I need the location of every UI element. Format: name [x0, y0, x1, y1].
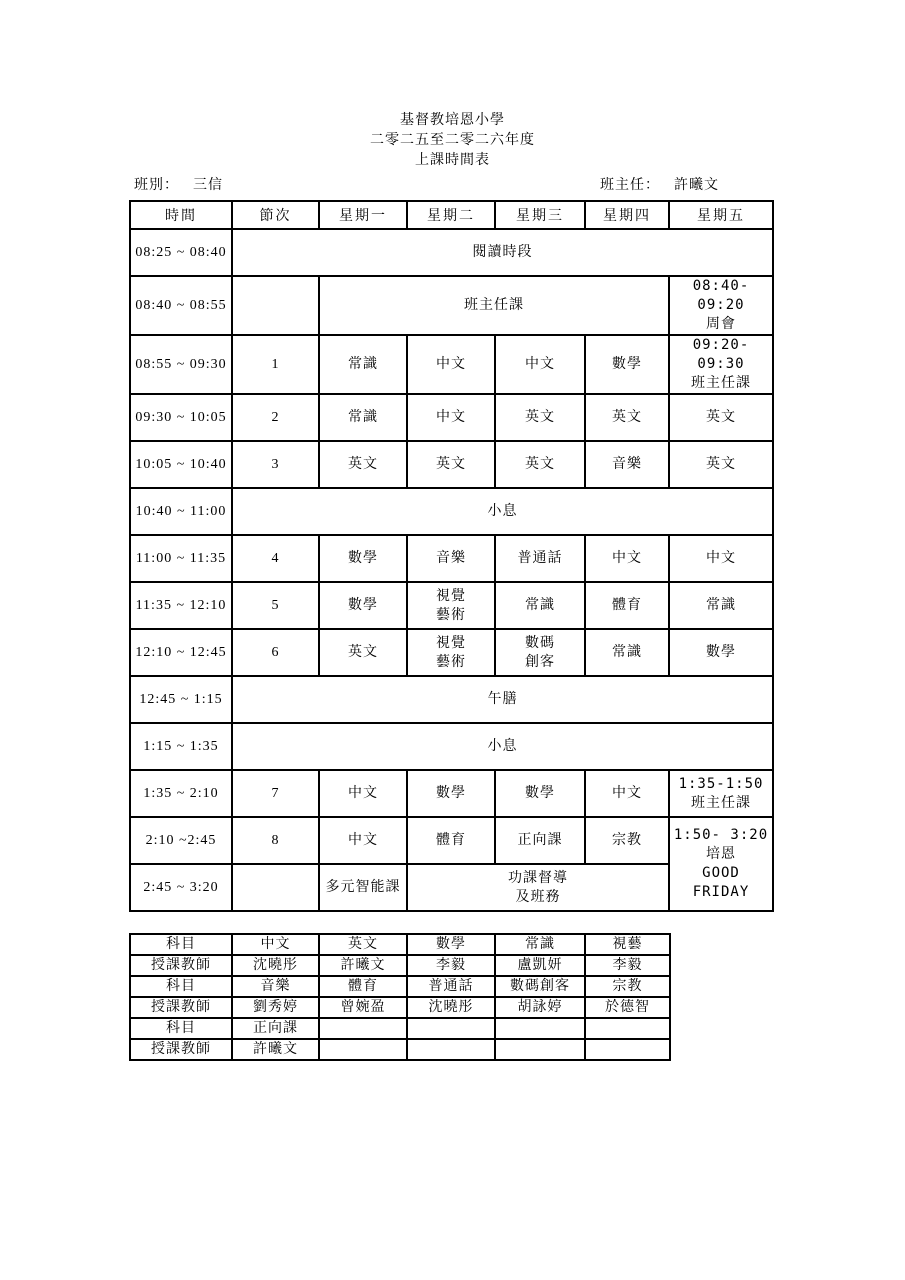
row-label: 授課教師 — [130, 955, 232, 976]
lesson-cell: 英文 — [319, 441, 407, 488]
lesson-cell — [495, 629, 585, 676]
friday-time: 1:35-1:50 — [678, 775, 764, 792]
teacher-cell: 李毅 — [407, 955, 495, 976]
lesson-cell: 中文 — [319, 770, 407, 817]
period-cell: 2 — [232, 394, 319, 441]
lesson-cell: 數學 — [407, 770, 495, 817]
time-cell: 12:45 ~ 1:15 — [130, 676, 232, 723]
time-cell: 08:40 ~ 08:55 — [130, 276, 232, 335]
subject-cell — [495, 1018, 585, 1039]
lesson-cell — [407, 582, 495, 629]
subject-cell: 中文 — [232, 934, 319, 955]
lesson-cell: 中文 — [407, 394, 495, 441]
table-row — [130, 770, 773, 817]
lesson-cell: 常識 — [495, 582, 585, 629]
friday-activity: GOOD FRIDAY — [692, 865, 750, 900]
teacher-cell — [319, 1039, 407, 1060]
time-cell: 1:15 ~ 1:35 — [130, 723, 232, 770]
table-row — [130, 723, 773, 770]
lesson-cell: 英文 — [495, 441, 585, 488]
subject-cell: 英文 — [319, 934, 407, 955]
table-row — [130, 629, 773, 676]
friday-cell — [669, 335, 773, 394]
lesson-cell: 體育 — [407, 817, 495, 864]
lesson-cell: 正向課 — [495, 817, 585, 864]
lesson-cell: 宗教 — [585, 817, 669, 864]
time-cell: 08:55 ~ 09:30 — [130, 335, 232, 394]
lesson-cell: 普通話 — [495, 535, 585, 582]
lesson-cell: 常識 — [319, 394, 407, 441]
time-cell: 10:05 ~ 10:40 — [130, 441, 232, 488]
table-row — [130, 535, 773, 582]
class-teacher-value: 許曦文 — [674, 177, 719, 193]
table-row — [130, 955, 670, 976]
table-row — [130, 441, 773, 488]
lesson-cell: 常識 — [319, 335, 407, 394]
activity-span-cell: 小息 — [232, 723, 773, 770]
activity-span-cell: 閱讀時段 — [232, 229, 773, 276]
row-label: 授課教師 — [130, 1039, 232, 1060]
subject-teacher-table — [129, 933, 671, 1061]
row-label: 授課教師 — [130, 997, 232, 1018]
teacher-cell: 許曦文 — [319, 955, 407, 976]
friday-activity: 培恩 — [706, 846, 736, 862]
lesson-cell: 常識 — [669, 582, 773, 629]
lesson-cell: 中文 — [407, 335, 495, 394]
lesson-cell: 數學 — [319, 535, 407, 582]
friday-time: 08:40-09:20 — [692, 278, 750, 313]
lesson-line: 創客 — [525, 653, 555, 670]
period-cell — [232, 276, 319, 335]
timetable-header-row — [130, 201, 773, 229]
header-cell: 星期三 — [495, 201, 585, 229]
activity-line: 功課督導 — [508, 869, 568, 886]
teacher-cell: 胡詠婷 — [495, 997, 585, 1018]
lesson-cell: 多元智能課 — [319, 864, 407, 911]
friday-cell — [669, 276, 773, 335]
table-row — [130, 676, 773, 723]
table-row — [130, 997, 670, 1018]
lesson-cell: 音樂 — [407, 535, 495, 582]
teacher-cell: 盧凱妍 — [495, 955, 585, 976]
table-row — [130, 229, 773, 276]
teacher-cell: 李毅 — [585, 955, 670, 976]
subject-cell: 音樂 — [232, 976, 319, 997]
table-row — [130, 934, 670, 955]
lesson-cell: 中文 — [495, 335, 585, 394]
subject-cell: 普通話 — [407, 976, 495, 997]
subject-cell: 正向課 — [232, 1018, 319, 1039]
time-cell: 09:30 ~ 10:05 — [130, 394, 232, 441]
subject-cell: 數學 — [407, 934, 495, 955]
table-row — [130, 976, 670, 997]
friday-activity: 班主任課 — [691, 375, 751, 391]
subject-cell: 視藝 — [585, 934, 670, 955]
subject-cell: 數碼創客 — [495, 976, 585, 997]
header-cell: 星期二 — [407, 201, 495, 229]
table-row — [130, 276, 773, 335]
lesson-cell: 英文 — [669, 394, 773, 441]
lesson-line: 視覺 — [436, 634, 466, 651]
activity-span-cell: 小息 — [232, 488, 773, 535]
teacher-cell: 許曦文 — [232, 1039, 319, 1060]
table-row — [130, 335, 773, 394]
activity-span-cell: 班主任課 — [319, 276, 669, 335]
teacher-cell: 沈曉彤 — [407, 997, 495, 1018]
friday-activity: 班主任課 — [691, 794, 751, 811]
class-value: 三信 — [193, 177, 223, 193]
subject-cell — [319, 1018, 407, 1039]
lesson-line: 視覺 — [436, 587, 466, 604]
lesson-line: 藝術 — [436, 606, 466, 623]
table-row — [130, 582, 773, 629]
lesson-cell — [407, 629, 495, 676]
class-label: 班別： — [134, 177, 179, 193]
teacher-cell: 於德智 — [585, 997, 670, 1018]
table-row — [130, 1018, 670, 1039]
lesson-cell: 音樂 — [585, 441, 669, 488]
teacher-cell — [407, 1039, 495, 1060]
header-cell: 星期五 — [669, 201, 773, 229]
period-cell: 1 — [232, 335, 319, 394]
time-cell: 2:10 ~2:45 — [130, 817, 232, 864]
document-header — [0, 110, 905, 170]
lesson-cell: 常識 — [585, 629, 669, 676]
activity-span-cell — [407, 864, 669, 911]
lesson-cell: 英文 — [669, 441, 773, 488]
subject-cell: 宗教 — [585, 976, 670, 997]
lesson-cell: 中文 — [585, 535, 669, 582]
teacher-cell — [495, 1039, 585, 1060]
teacher-cell — [585, 1039, 670, 1060]
lesson-line: 數碼 — [525, 634, 555, 651]
time-cell: 1:35 ~ 2:10 — [130, 770, 232, 817]
time-cell: 08:25 ~ 08:40 — [130, 229, 232, 276]
header-cell: 星期四 — [585, 201, 669, 229]
period-cell: 3 — [232, 441, 319, 488]
activity-span-cell: 午膳 — [232, 676, 773, 723]
table-row — [130, 488, 773, 535]
table-row — [130, 1039, 670, 1060]
header-cell: 時間 — [130, 201, 232, 229]
subject-cell — [407, 1018, 495, 1039]
time-cell: 10:40 ~ 11:00 — [130, 488, 232, 535]
teacher-cell: 沈曉彤 — [232, 955, 319, 976]
subject-cell: 體育 — [319, 976, 407, 997]
class-info — [134, 174, 223, 194]
row-label: 科目 — [130, 934, 232, 955]
lesson-cell: 英文 — [407, 441, 495, 488]
time-cell: 12:10 ~ 12:45 — [130, 629, 232, 676]
lesson-cell: 數學 — [495, 770, 585, 817]
lesson-cell: 數學 — [669, 629, 773, 676]
lesson-line: 藝術 — [436, 653, 466, 670]
lesson-cell: 英文 — [585, 394, 669, 441]
teacher-cell: 曾婉盈 — [319, 997, 407, 1018]
subject-cell: 常識 — [495, 934, 585, 955]
header-cell: 節次 — [232, 201, 319, 229]
lesson-cell: 數學 — [585, 335, 669, 394]
school-year: 二零二五至二零二六年度 — [370, 132, 535, 148]
friday-cell — [669, 817, 773, 911]
lesson-cell: 英文 — [319, 629, 407, 676]
period-cell: 5 — [232, 582, 319, 629]
lesson-cell: 數學 — [319, 582, 407, 629]
friday-cell — [669, 770, 773, 817]
class-teacher-label: 班主任： — [600, 177, 660, 193]
lesson-cell: 中文 — [319, 817, 407, 864]
period-cell — [232, 864, 319, 911]
activity-line: 及班務 — [515, 888, 561, 905]
document-title: 上課時間表 — [415, 152, 490, 168]
class-teacher-info — [600, 174, 719, 194]
row-label: 科目 — [130, 976, 232, 997]
row-label: 科目 — [130, 1018, 232, 1039]
table-row — [130, 394, 773, 441]
period-cell: 6 — [232, 629, 319, 676]
subject-cell — [585, 1018, 670, 1039]
teacher-cell: 劉秀婷 — [232, 997, 319, 1018]
lesson-cell: 中文 — [585, 770, 669, 817]
time-cell: 2:45 ~ 3:20 — [130, 864, 232, 911]
lesson-cell: 英文 — [495, 394, 585, 441]
period-cell: 7 — [232, 770, 319, 817]
table-row — [130, 817, 773, 864]
time-cell: 11:00 ~ 11:35 — [130, 535, 232, 582]
friday-time: 1:50- 3:20 — [673, 827, 769, 843]
friday-activity: 周會 — [706, 316, 736, 332]
time-cell: 11:35 ~ 12:10 — [130, 582, 232, 629]
period-cell: 8 — [232, 817, 319, 864]
period-cell: 4 — [232, 535, 319, 582]
timetable — [129, 200, 774, 912]
header-cell: 星期一 — [319, 201, 407, 229]
school-name: 基督教培恩小學 — [400, 112, 505, 128]
friday-time: 09:20-09:30 — [692, 337, 750, 372]
lesson-cell: 體育 — [585, 582, 669, 629]
lesson-cell: 中文 — [669, 535, 773, 582]
